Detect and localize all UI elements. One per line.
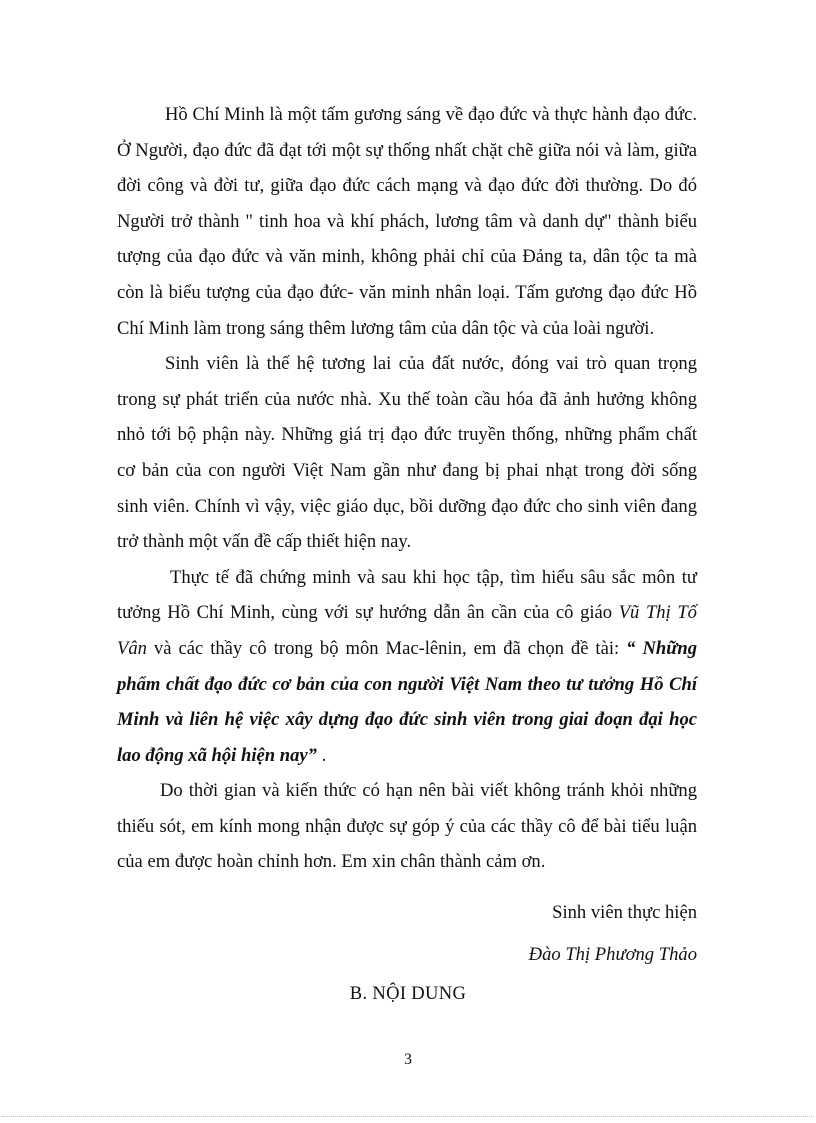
paragraph-3-text-a: Thực tế đã chứng minh và sau khi học tập, tìm hiểu sâu sắc môn tư tưởng Hồ Chí Minh, cùng với sự hướng dẫn ân cần của cô giáo xyxy=(117,566,697,624)
paragraph-3-text-c: . xyxy=(316,744,327,766)
page-bottom-rule xyxy=(2,1116,814,1117)
section-heading: B. NỘI DUNG xyxy=(349,983,467,1004)
paragraph-2 xyxy=(117,346,697,560)
paragraph-1 xyxy=(117,97,697,346)
body-text xyxy=(117,97,697,880)
signature-label: Sinh viên thực hiện xyxy=(552,902,697,923)
paragraph-1-text: Hồ Chí Minh là một tấm gương sáng về đạo đức và thực hành đạo đức. Ở Người, đạo đức đã đạt tới một sự thống nhất chặt chẽ giữa nói và làm, giữa đời công và đời tư, giữa đạo đức cách mạng và đạo đức đời thường. Do đó Người trở thành " tinh hoa và khí phách, lương tâm và danh dự" thành biểu tượng của đạo đức và văn minh, không phải chỉ của Đảng ta, dân tộc ta mà còn là biểu tượng của đạo đức- văn minh nhân loại. Tấm gương đạo đức Hồ Chí Minh làm trong sáng thêm lương tâm của dân tộc và của loài người. xyxy=(117,104,697,339)
paragraph-4-text: Do thời gian và kiến thức có hạn nên bài viết không tránh khỏi những thiếu sót, em kính mong nhận được sự góp ý của các thầy cô để bài tiểu luận của em được hoàn chỉnh hơn. Em xin chân thành cảm ơn. xyxy=(117,780,697,873)
paragraph-3-text-b: và các thầy cô trong bộ môn Mac-lênin, em đã chọn đề tài: xyxy=(146,637,627,659)
page-number: 3 xyxy=(404,1051,412,1068)
paragraph-4 xyxy=(117,773,697,880)
paragraph-2-text: Sinh viên là thế hệ tương lai của đất nước, đóng vai trò quan trọng trong sự phát triển của nước nhà. Xu thế toàn cầu hóa đã ảnh hưởng không nhỏ tới bộ phận này. Những giá trị đạo đức truyền thống, những phẩm chất cơ bản của con người Việt Nam gần như đang bị phai nhạt trong đời sống sinh viên. Chính vì vậy, việc giáo dục, bồi dưỡng đạo đức cho sinh viên đang trở thành một vấn đề cấp thiết hiện nay. xyxy=(117,353,697,553)
signature-block xyxy=(529,893,697,975)
teacher-name: Vũ Thị Tố Vân xyxy=(117,602,697,659)
signature-name: Đào Thị Phương Thảo xyxy=(528,944,697,965)
paragraph-3 xyxy=(117,560,697,774)
thesis-topic: “ Những phẩm chất đạo đức cơ bản của con người Việt Nam theo tư tưởng Hồ Chí Minh và liên hệ việc xây dựng đạo đức sinh viên trong giai đoạn đại học lao động xã hội hiện nay” xyxy=(117,637,697,766)
